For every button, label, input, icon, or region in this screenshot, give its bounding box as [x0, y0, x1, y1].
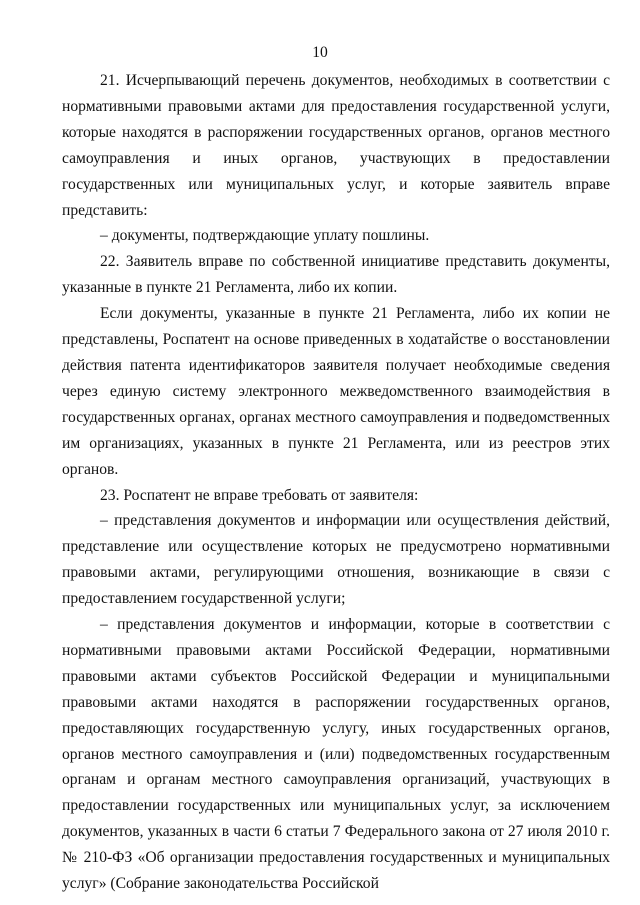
- paragraph-21-item: – документы, подтверждающие уплату пошлины.: [100, 227, 430, 245]
- paragraph-23-item-2: – представления документов и информации, которые в соответствии с нормативными правовыми актами Российской Федерации, нормативными правовыми актами субъектов Российской Федерации и муниципальными правовыми актами находятся в распоряжении государственных органов, предоставляющих государственную услугу, иных государственных органов, органов местного самоуправления и (или) подведомственных государственным органам и органам местного самоуправления организаций, участвующих в предоставлении государственных или муниципальных услуг, за исключением документов, указанных в части 6 статьи 7 Федерального закона от 27 июля 2010 г. № 210-ФЗ «Об организации предоставления государственных и муниципальных услуг» (Собрание законодательства Российской: [62, 616, 610, 893]
- page-number: 10: [312, 44, 328, 61]
- paragraph-23-item-1: – представления документов и информации или осуществления действий, представление или осуществление которых не предусмотрено нормативными правовыми актами, регулирующими отношения, возникающие в связи с предоставлением государственной услуги;: [62, 512, 610, 608]
- paragraph-22: 22. Заявитель вправе по собственной инициативе представить документы, указанные в пункте 21 Регламента, либо их копии.: [62, 253, 610, 297]
- paragraph-21: 21. Исчерпывающий перечень документов, необходимых в соответствии с нормативными правовыми актами для предоставления государственной услуги, которые находятся в распоряжении государственных органов, органов местного самоуправления и иных органов, участвующих в предоставлении государственных или муниципальных услуг, и которые заявитель вправе представить:: [62, 72, 610, 219]
- document-body: [62, 68, 610, 897]
- paragraph-22-continuation: Если документы, указанные в пункте 21 Регламента, либо их копии не представлены, Роспатент на основе приведенных в ходатайстве о восстановлении действия патента идентификаторов заявителя получает необходимые сведения через единую систему электронного межведомственного взаимодействия в государственных органах, органах местного самоуправления и подведомственных им организациях, указанных в пункте 21 Регламента, или из реестров этих органов.: [62, 305, 610, 478]
- paragraph-23: 23. Роспатент не вправе требовать от заявителя:: [100, 486, 419, 504]
